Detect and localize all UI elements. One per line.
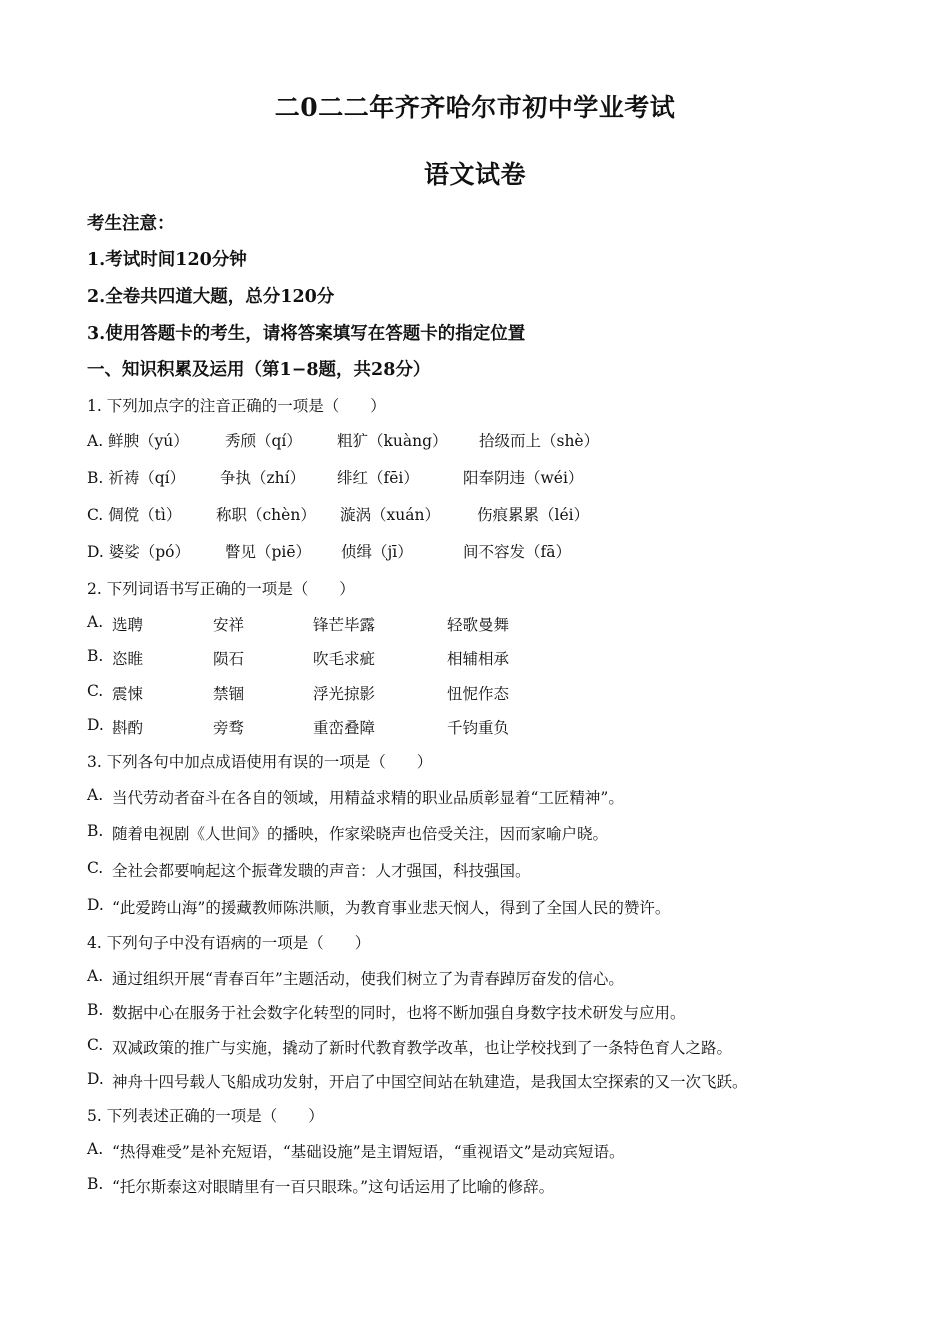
option-cell: 瞥见（piē）	[225, 543, 312, 561]
option-text: 随着电视剧《人世间》的播映，作家梁晓声也倍受关注，因而家喻户晓。	[112, 825, 609, 843]
option-cell: 称职（chèn）	[216, 506, 316, 524]
option-cell: 旁骛	[213, 719, 245, 737]
question-4-stem: 4. 下列句子中没有语病的一项是（ ）	[87, 934, 371, 952]
option-letter: C.	[87, 859, 104, 877]
option-cell: 绯红（fēi）	[337, 469, 419, 487]
option-letter: D.	[87, 896, 104, 914]
option-cell: 锋芒毕露	[313, 616, 376, 634]
option-cell: 浮光掠影	[313, 685, 376, 703]
option-cell: 争执（zhí）	[220, 469, 306, 487]
option-text: “热得难受”是补充短语，“基础设施”是主谓短语，“重视语文”是动宾短语。	[112, 1143, 625, 1161]
option-cell: 吹毛求疵	[313, 650, 376, 668]
option-cell: B. 祈祷（qí）	[87, 469, 186, 487]
option-letter: A.	[87, 967, 104, 985]
option-cell: 安祥	[213, 616, 245, 634]
option-letter: A.	[87, 786, 104, 804]
option-cell: 陨石	[213, 650, 245, 668]
option-cell: 侦缉（jī）	[341, 543, 413, 561]
option-cell: 粗犷（kuàng）	[337, 432, 448, 450]
option-text: 全社会都要响起这个振聋发聩的声音：人才强国，科技强国。	[112, 862, 531, 880]
option-letter: B.	[87, 1175, 104, 1193]
note-item: 2.全卷共四道大题，总分120分	[87, 287, 335, 307]
option-letter: B.	[87, 822, 104, 840]
note-item: 1.考试时间120分钟	[87, 250, 247, 270]
option-cell: 忸怩作态	[447, 685, 510, 703]
option-text: 通过组织开展“青春百年”主题活动，使我们树立了为青春踔厉奋发的信心。	[112, 970, 624, 988]
option-text: “此爱跨山海”的援藏教师陈洪顺，为教育事业悲天悯人，得到了全国人民的赞许。	[112, 899, 671, 917]
exam-subtitle: 语文试卷	[423, 160, 526, 189]
option-cell: 间不容发（fā）	[463, 543, 571, 561]
option-cell: 禁锢	[213, 685, 245, 703]
notes-heading: 考生注意：	[87, 214, 175, 234]
section-title: 一、知识积累及运用（第1−8题，共28分）	[87, 360, 431, 380]
exam-title: 二0二二年齐齐哈尔市初中学业考试	[274, 93, 676, 122]
question-5-stem: 5. 下列表述正确的一项是（ ）	[87, 1107, 324, 1125]
option-letter: B.	[87, 647, 104, 665]
option-cell: 漩涡（xuán）	[340, 506, 440, 524]
option-text: 神舟十四号载人飞船成功发射，开启了中国空间站在轨建造，是我国太空探索的又一次飞跃。	[112, 1073, 748, 1091]
option-letter: C.	[87, 682, 104, 700]
option-cell: 选聘	[112, 616, 144, 634]
option-cell: 伤痕累累（léi）	[477, 506, 590, 524]
option-cell: 阳奉阴违（wéi）	[463, 469, 584, 487]
option-cell: 千钧重负	[447, 719, 510, 737]
option-cell: 轻歌曼舞	[447, 616, 510, 634]
option-letter: A.	[87, 613, 104, 631]
option-cell: A. 鲜腴（yú）	[87, 432, 189, 450]
option-text: 数据中心在服务于社会数字化转型的同时，也将不断加强自身数字技术研发与应用。	[112, 1004, 686, 1022]
question-3-stem: 3. 下列各句中加点成语使用有误的一项是（ ）	[87, 753, 433, 771]
option-cell: 重峦叠障	[313, 719, 376, 737]
option-text: 当代劳动者奋斗在各自的领域，用精益求精的职业品质彰显着“工匠精神”。	[112, 789, 624, 807]
option-cell: 秀颀（qí）	[225, 432, 302, 450]
option-letter: D.	[87, 1070, 104, 1088]
option-cell: 震悚	[112, 685, 144, 703]
option-letter: B.	[87, 1001, 104, 1019]
option-letter: A.	[87, 1140, 104, 1158]
question-2-stem: 2. 下列词语书写正确的一项是（ ）	[87, 580, 355, 598]
option-letter: C.	[87, 1036, 104, 1054]
option-cell: 相辅相承	[447, 650, 510, 668]
note-item: 3.使用答题卡的考生，请将答案填写在答题卡的指定位置	[87, 324, 526, 344]
option-cell: 斟酌	[112, 719, 144, 737]
option-cell: 恣睢	[112, 650, 144, 668]
option-text: “托尔斯泰这对眼睛里有一百只眼珠。”这句话运用了比喻的修辞。	[112, 1178, 555, 1196]
option-cell: C. 倜傥（tì）	[87, 506, 182, 524]
question-1-stem: 1. 下列加点字的注音正确的一项是（ ）	[87, 397, 386, 415]
option-cell: 拾级而上（shè）	[479, 432, 600, 450]
option-cell: D. 婆娑（pó）	[87, 543, 190, 561]
option-text: 双减政策的推广与实施，撬动了新时代教育教学改革，也让学校找到了一条特色育人之路。	[112, 1039, 733, 1057]
option-letter: D.	[87, 716, 104, 734]
